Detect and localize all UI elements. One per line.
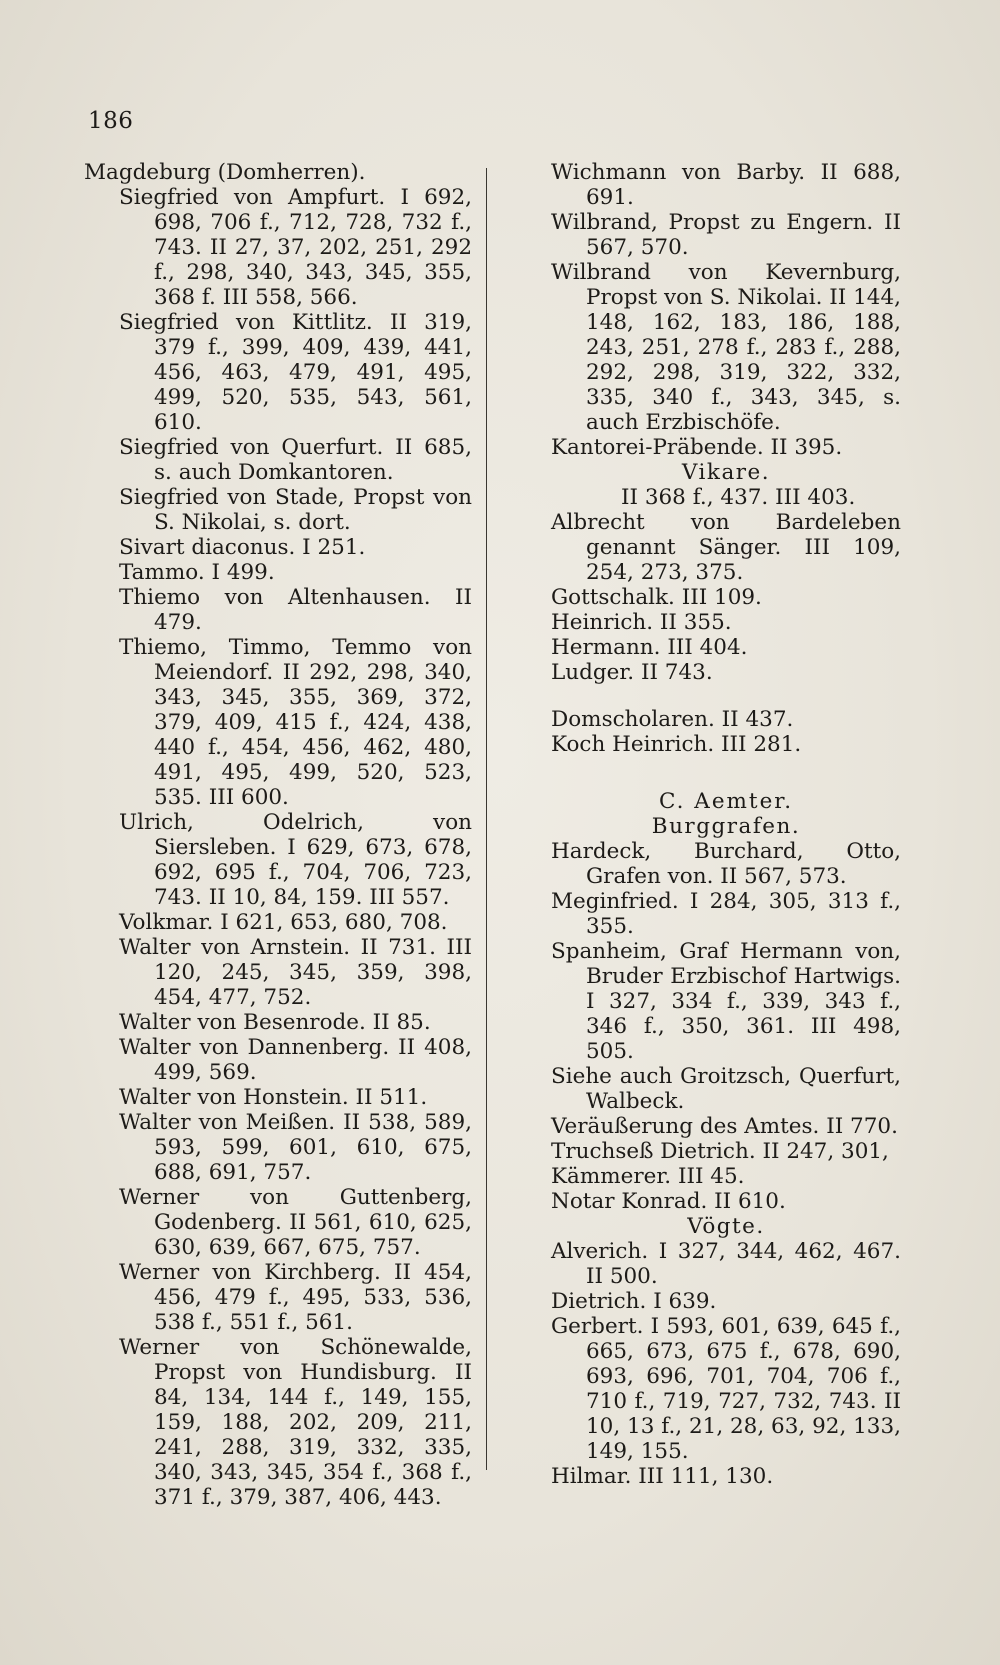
index-entry: Walter von Besenrode. II 85. <box>119 1010 431 1035</box>
index-entry: Walter von Meißen. II 538, 589, 593, 599, 601, 610, 675, 688, 691, 757. <box>119 1110 472 1185</box>
index-entry-references: II 368 f., 437. III 403. <box>621 485 856 510</box>
index-entry: Werner von Kirchberg. II 454, 456, 479 f., 495, 533, 536, 538 f., 551 f., 561. <box>119 1260 472 1335</box>
subsection-heading: Burggrafen. <box>651 814 801 839</box>
index-entry: Siegfried von Querfurt. II 685, s. auch Domkantoren. <box>119 435 472 485</box>
index-entry: Siegfried von Kittlitz. II 319, 379 f., 399, 409, 439, 441, 456, 463, 479, 491, 495, 499, 520, 535, 543, 561, 610. <box>119 310 472 435</box>
index-entry: Albrecht von Bardeleben genannt Sänger. III 109, 254, 273, 375. <box>551 510 901 585</box>
index-entry: Ulrich, Odelrich, von Siersleben. I 629, 673, 678, 692, 695 f., 704, 706, 723, 743. II 10, 84, 159. III 557. <box>119 810 472 910</box>
index-entry: Sivart diaconus. I 251. <box>119 535 366 560</box>
page-number: 186 <box>88 108 134 134</box>
index-entry: Wilbrand von Kevernburg, Propst von S. Nikolai. II 144, 148, 162, 183, 186, 188, 243, 251, 278 f., 283 f., 288, 292, 298, 319, 322, 332, 335, 340 f., 343, 345, s. auch Erzbischöfe. <box>551 260 901 435</box>
subsection-heading: Vögte. <box>687 1214 765 1239</box>
index-entry: Thiemo, Timmo, Temmo von Meiendorf. II 292, 298, 340, 343, 345, 355, 369, 372, 379, 409, 415 f., 424, 438, 440 f., 454, 456, 462, 480, 491, 495, 499, 520, 523, 535. III 600. <box>119 635 472 810</box>
index-entry: Walter von Arnstein. II 731. III 120, 245, 345, 359, 398, 454, 477, 752. <box>119 935 472 1010</box>
index-entry: Volkmar. I 621, 653, 680, 708. <box>119 910 448 935</box>
section-heading: C. Aemter. <box>658 789 794 814</box>
spacer <box>551 757 901 789</box>
index-entry: Werner von Guttenberg, Godenberg. II 561, 610, 625, 630, 639, 667, 675, 757. <box>119 1185 472 1260</box>
index-column-right <box>551 160 901 1489</box>
index-entry: Siehe auch Groitzsch, Querfurt, Walbeck. <box>551 1064 901 1114</box>
index-entry: Veräußerung des Amtes. II 770. <box>551 1114 898 1139</box>
index-entry: Hilmar. III 111, 130. <box>551 1464 774 1489</box>
index-entry: Truchseß Dietrich. II 247, 301, <box>551 1139 889 1164</box>
column-divider <box>486 168 487 1470</box>
spacer <box>551 685 901 707</box>
index-entry: Wilbrand, Propst zu Engern. II 567, 570. <box>551 210 901 260</box>
index-entry: Meginfried. I 284, 305, 313 f., 355. <box>551 889 901 939</box>
index-entry: Walter von Dannenberg. II 408, 499, 569. <box>119 1035 472 1085</box>
index-entry: Wichmann von Barby. II 688, 691. <box>551 160 901 210</box>
index-entry: Gerbert. I 593, 601, 639, 645 f., 665, 673, 675 f., 678, 690, 693, 696, 701, 704, 706 f., 710 f., 719, 727, 732, 743. II 10, 13 f., 21, 28, 63, 92, 133, 149, 155. <box>551 1314 901 1464</box>
index-entry: Domscholaren. II 437. <box>551 707 794 732</box>
index-entry: Kantorei-Präbende. II 395. <box>551 435 843 460</box>
index-entry: Ludger. II 743. <box>551 660 713 685</box>
index-entry: Hermann. III 404. <box>551 635 748 660</box>
index-entry: Notar Konrad. II 610. <box>551 1189 786 1214</box>
index-entry: Alverich. I 327, 344, 462, 467. II 500. <box>551 1239 901 1289</box>
index-entry: Heinrich. II 355. <box>551 610 732 635</box>
index-group-heading: Magdeburg (Domherren). <box>84 160 366 185</box>
subsection-heading: Vikare. <box>681 460 771 485</box>
index-entry: Kämmerer. III 45. <box>551 1164 745 1189</box>
index-entry: Siegfried von Stade, Propst von S. Nikolai, s. dort. <box>119 485 472 535</box>
index-entry: Koch Heinrich. III 281. <box>551 732 802 757</box>
index-entry: Spanheim, Graf Hermann von, Bruder Erzbischof Hartwigs. I 327, 334 f., 339, 343 f., 346 f., 350, 361. III 498, 505. <box>551 939 901 1064</box>
index-entry: Siegfried von Ampfurt. I 692, 698, 706 f., 712, 728, 732 f., 743. II 27, 37, 202, 251, 292 f., 298, 340, 343, 345, 355, 368 f. III 558, 566. <box>119 185 472 310</box>
index-column-left <box>84 160 472 1510</box>
index-entry: Werner von Schönewalde, Propst von Hundisburg. II 84, 134, 144 f., 149, 155, 159, 188, 202, 209, 211, 241, 288, 319, 332, 335, 340, 343, 345, 354 f., 368 f., 371 f., 379, 387, 406, 443. <box>119 1335 472 1510</box>
index-entry: Gottschalk. III 109. <box>551 585 762 610</box>
index-entry: Hardeck, Burchard, Otto, Grafen von. II 567, 573. <box>551 839 901 889</box>
index-entry: Thiemo von Altenhausen. II 479. <box>119 585 472 635</box>
index-entry: Tammo. I 499. <box>119 560 275 585</box>
index-entry: Walter von Honstein. II 511. <box>119 1085 428 1110</box>
index-entry: Dietrich. I 639. <box>551 1289 717 1314</box>
